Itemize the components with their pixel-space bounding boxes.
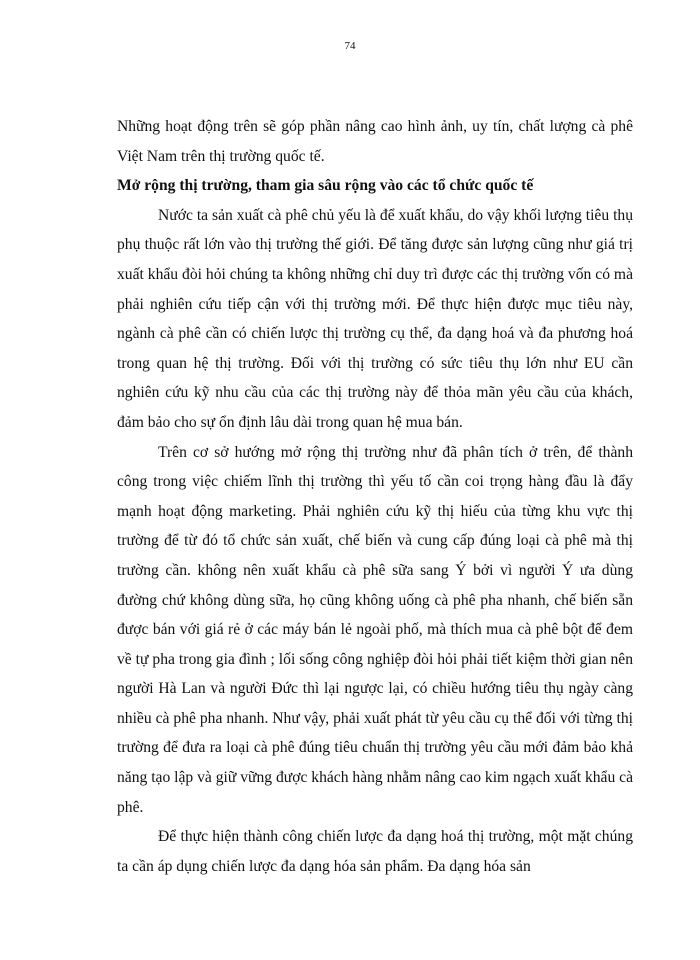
paragraph-intro: Những hoạt động trên sẽ góp phần nâng cao hình ảnh, uy tín, chất lượng cà phê Việt Nam trên thị trường quốc tế. [117, 118, 633, 165]
section-heading: Mở rộng thị trường, tham gia sâu rộng vào các tổ chức quốc tế [117, 177, 534, 195]
paragraph-marketing: Trên cơ sở hướng mở rộng thị trường như đã phân tích ở trên, để thành công trong việc chiếm lĩnh thị trường thì yếu tố cần coi trọng hàng đầu là đẩy mạnh hoạt động marketing. Phải nghiên cứu kỹ thị hiếu của từng khu vực thị trường để từ đó tổ chức sản xuất, chế biến và cung cấp đúng loại cà phê mà thị trường cần. không nên xuất khẩu cà phê sữa sang Ý bởi vì người Ý ưa dùng đường chứ không dùng sữa, họ cũng không uống cà phê pha nhanh, chế biến sẵn được bán với giá rẻ ở các máy bán lẻ ngoài phố, mà thích mua cà phê bột để đem về tự pha trong gia đình ; lối sống công nghiệp đòi hỏi phải tiết kiệm thời gian nên người Hà Lan và người Đức thì lại ngược lại, có chiều hướng tiêu thụ ngày càng nhiều cà phê pha nhanh. Như vậy, phải xuất phát từ yêu cầu cụ thể đối với từng thị trường để đưa ra loại cà phê đúng tiêu chuẩn thị trường yêu cầu mới đảm bảo khả năng tạo lập và giữ vững được khách hàng nhằm nâng cao kim ngạch xuất khẩu cà phê. [117, 443, 633, 816]
page-body [117, 112, 633, 881]
paragraph-market-expansion: Nước ta sản xuất cà phê chủ yếu là để xuất khẩu, do vậy khối lượng tiêu thụ phụ thuộc rất lớn vào thị trường thế giới. Để tăng được sản lượng cũng như giá trị xuất khẩu đòi hỏi chúng ta không những chỉ duy trì được các thị trường vốn có mà phải nghiên cứu tiếp cận với thị trường mới. Để thực hiện được mục tiêu này, ngành cà phê cần có chiến lược thị trường cụ thể, đa dạng hoá và đa phương hoá trong quan hệ thị trường. Đối với thị trường có sức tiêu thụ lớn như EU cần nghiên cứu kỹ nhu cầu của các thị trường này để thỏa mãn yêu cầu của khách, đảm bảo cho sự ổn định lâu dài trong quan hệ mua bán. [117, 206, 633, 431]
page-number: 74 [344, 40, 356, 52]
paragraph-diversification: Để thực hiện thành công chiến lược đa dạng hoá thị trường, một mặt chúng ta cần áp dụng chiến lược đa dạng hóa sản phẩm. Đa dạng hóa sản [117, 828, 633, 875]
